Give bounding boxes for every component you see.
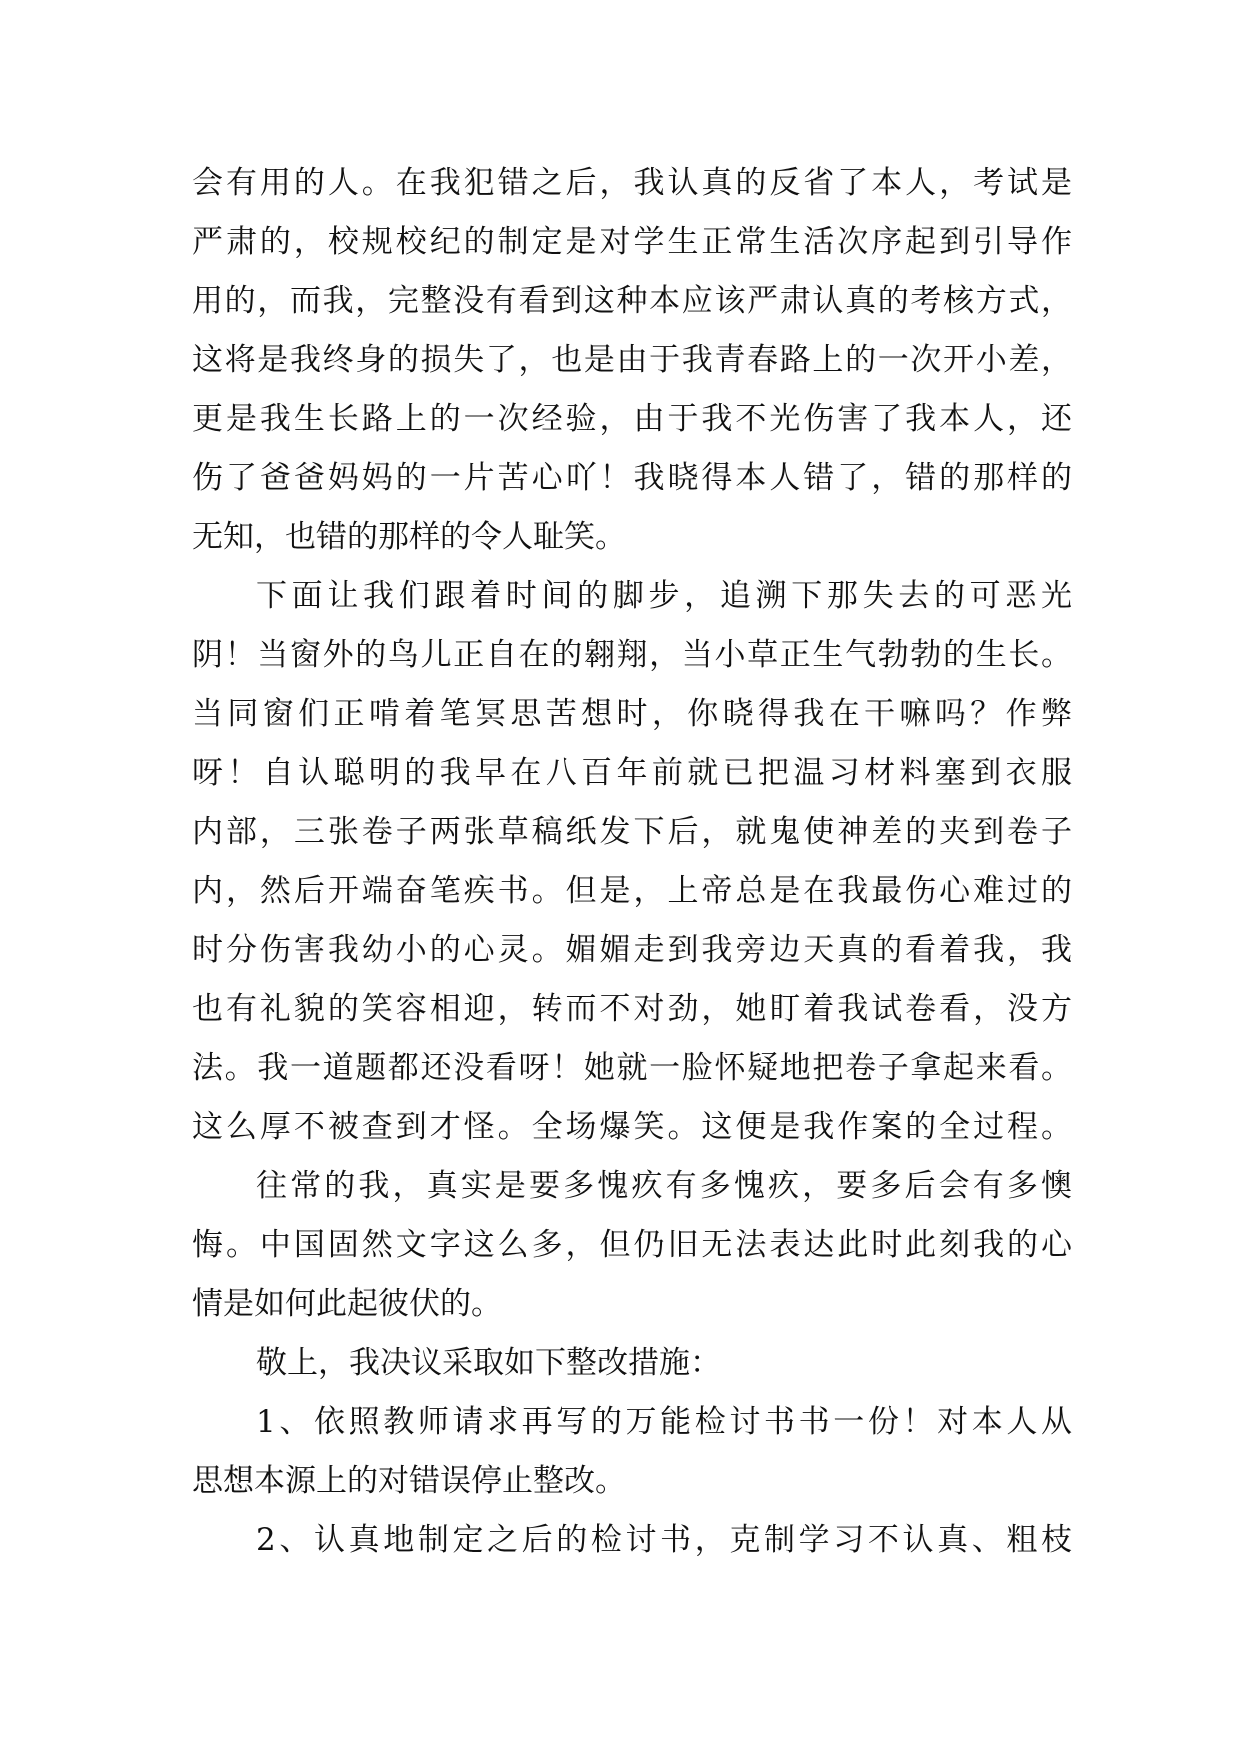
text-line: 敬上，我决议采取如下整改措施： (256, 1345, 721, 1381)
text-line: 情是如何此起彼伏的。 (192, 1286, 502, 1322)
paragraph-4 (192, 1334, 1072, 1393)
paragraph-2 (192, 567, 1072, 1157)
document-body (192, 154, 1072, 1570)
text-line: 往常的我，真实是要多愧疚有多愧疚，要多后会有多懊 (256, 1168, 1072, 1204)
text-line: 会有用的人。在我犯错之后，我认真的反省了本人，考试是 (192, 165, 1072, 201)
text-line: 下面让我们跟着时间的脚步，追溯下那失去的可恶光 (256, 578, 1072, 614)
text-line: 无知，也错的那样的令人耻笑。 (192, 519, 626, 555)
paragraph-1 (192, 154, 1072, 567)
list-item-1 (192, 1393, 1072, 1511)
text-line: 2、认真地制定之后的检讨书，克制学习不认真、粗枝 (256, 1522, 1072, 1558)
text-line: 这么厚不被查到才怪。全场爆笑。这便是我作案的全过程。 (192, 1109, 1072, 1145)
text-line: 呀！自认聪明的我早在八百年前就已把温习材料塞到衣服 (192, 755, 1072, 791)
text-line: 当同窗们正啃着笔冥思苦想时，你晓得我在干嘛吗？作弊 (192, 696, 1072, 732)
text-line: 也有礼貌的笑容相迎，转而不对劲，她盯着我试卷看，没方 (192, 991, 1072, 1027)
text-line: 悔。中国固然文字这么多，但仍旧无法表达此时此刻我的心 (192, 1227, 1072, 1263)
text-line: 更是我生长路上的一次经验，由于我不光伤害了我本人，还 (192, 401, 1072, 437)
list-item-2 (192, 1511, 1072, 1570)
text-line: 时分伤害我幼小的心灵。媚媚走到我旁边天真的看着我，我 (192, 932, 1072, 968)
text-line: 内，然后开端奋笔疾书。但是，上帝总是在我最伤心难过的 (192, 873, 1072, 909)
paragraph-3 (192, 1157, 1072, 1334)
text-line: 严肃的，校规校纪的制定是对学生正常生活次序起到引导作 (192, 224, 1072, 260)
text-line: 阴！当窗外的鸟儿正自在的翱翔，当小草正生气勃勃的生长。 (192, 637, 1072, 673)
text-line: 这将是我终身的损失了，也是由于我青春路上的一次开小差， (192, 342, 1072, 378)
text-line: 思想本源上的对错误停止整改。 (192, 1463, 626, 1499)
text-line: 内部，三张卷子两张草稿纸发下后，就鬼使神差的夹到卷子 (192, 814, 1072, 850)
text-line: 1、依照教师请求再写的万能检讨书书一份！对本人从 (256, 1404, 1072, 1440)
text-line: 用的，而我，完整没有看到这种本应该严肃认真的考核方式， (192, 283, 1072, 319)
text-line: 法。我一道题都还没看呀！她就一脸怀疑地把卷子拿起来看。 (192, 1050, 1072, 1086)
text-line: 伤了爸爸妈妈的一片苦心吖！我晓得本人错了，错的那样的 (192, 460, 1072, 496)
